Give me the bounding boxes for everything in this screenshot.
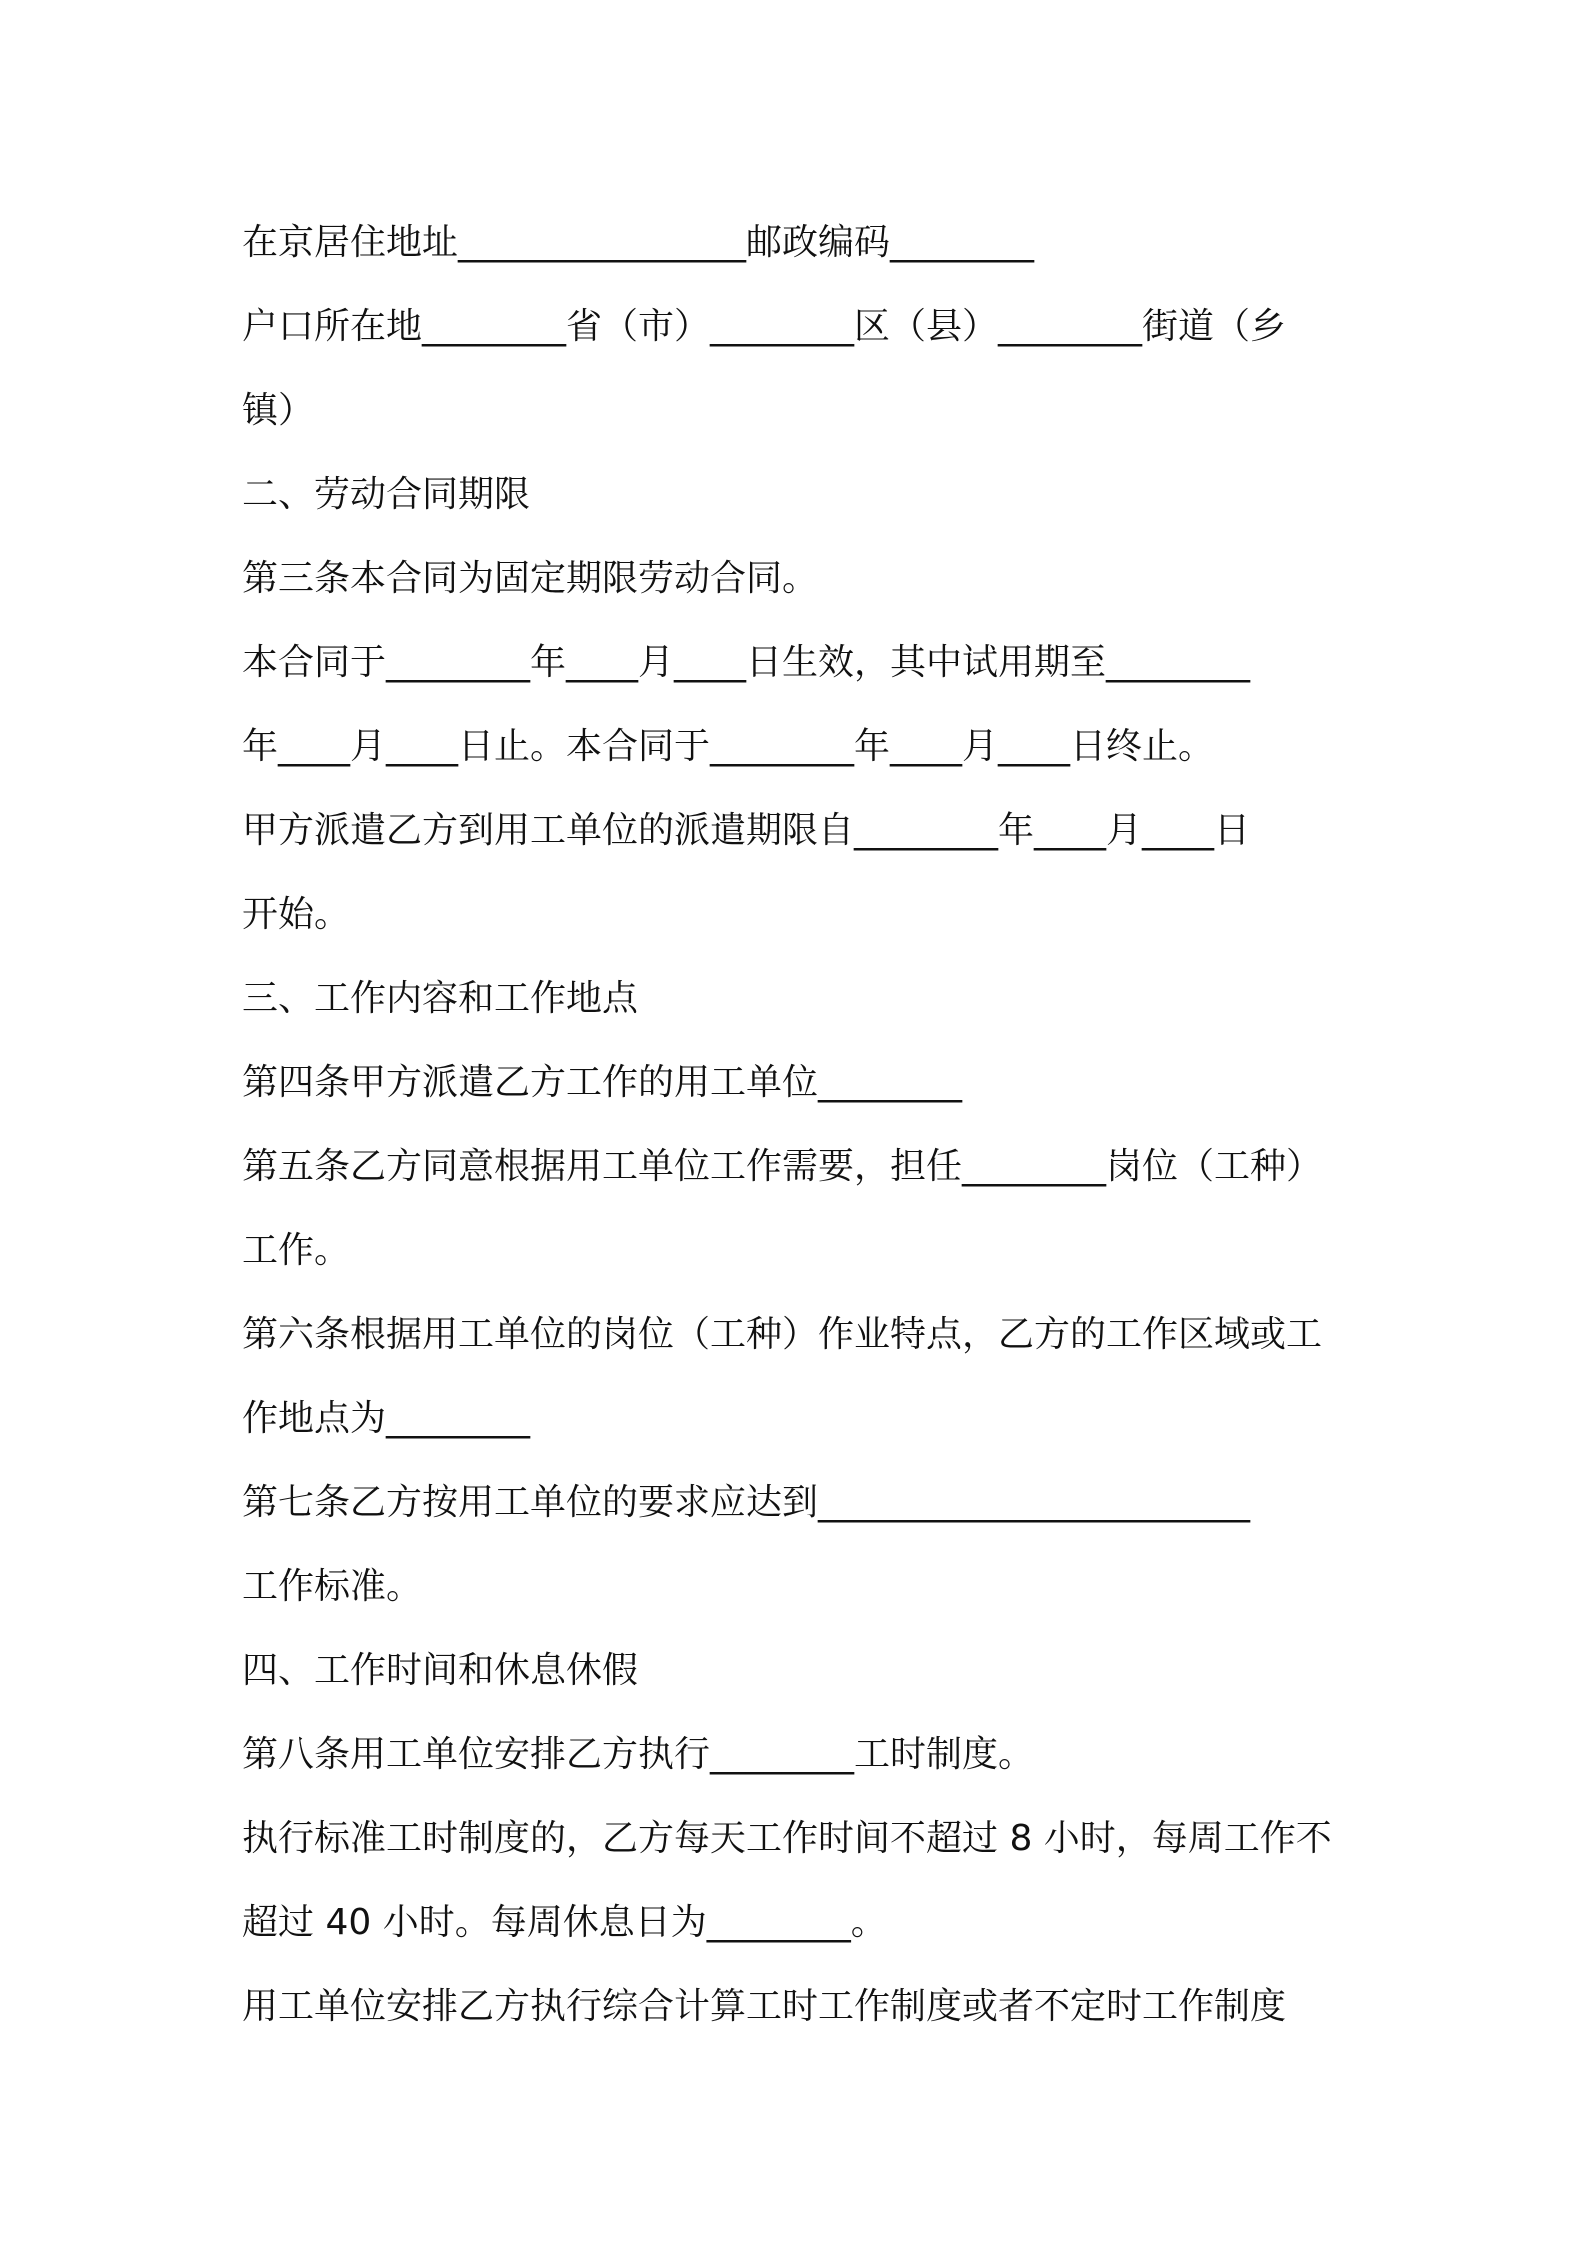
termination-date-line: 年____月____日止。本合同于________年____月____日终止。 <box>242 726 1215 767</box>
article-7-line: 第七条乙方按用工单位的要求应达到________________________ <box>242 1482 1251 1523</box>
article-6-line-cont: 作地点为________ <box>242 1398 531 1439</box>
article-8-line: 第八条用工单位安排乙方执行________工时制度。 <box>242 1734 1035 1775</box>
section-heading-work-content: 三、工作内容和工作地点 <box>242 978 639 1019</box>
standard-hours-line-cont: 超过 40 小时。每周休息日为________。 <box>242 1902 887 1943</box>
section-heading-working-hours: 四、工作时间和休息休假 <box>242 1650 639 1691</box>
hukou-location-line: 户口所在地________省（市）________区（县）________街道（乡 <box>242 306 1287 347</box>
dispatch-period-line: 甲方派遣乙方到用工单位的派遣期限自________年____月____日 <box>242 810 1251 851</box>
article-5-line: 第五条乙方同意根据用工单位工作需要，担任________岗位（工种） <box>242 1146 1323 1187</box>
article-6-line: 第六条根据用工单位的岗位（工种）作业特点，乙方的工作区域或工 <box>242 1314 1323 1355</box>
document-body <box>242 201 1372 2049</box>
section-heading-contract-term: 二、劳动合同期限 <box>242 474 531 515</box>
hukou-location-line-cont: 镇） <box>242 390 315 431</box>
standard-hours-line: 执行标准工时制度的，乙方每天工作时间不超过 8 小时，每周工作不 <box>242 1818 1332 1859</box>
article-4-line: 第四条甲方派遣乙方工作的用工单位________ <box>242 1062 963 1103</box>
article-3-line: 第三条本合同为固定期限劳动合同。 <box>242 558 819 599</box>
effective-date-line: 本合同于________年____月____日生效，其中试用期至________ <box>242 642 1251 683</box>
comprehensive-hours-line: 用工单位安排乙方执行综合计算工时工作制度或者不定时工作制度 <box>242 1986 1287 2027</box>
article-5-line-cont: 工作。 <box>242 1230 351 1271</box>
dispatch-period-line-cont: 开始。 <box>242 894 351 935</box>
residence-address-line: 在京居住地址________________邮政编码________ <box>242 222 1035 263</box>
article-7-line-cont: 工作标准。 <box>242 1566 423 1607</box>
